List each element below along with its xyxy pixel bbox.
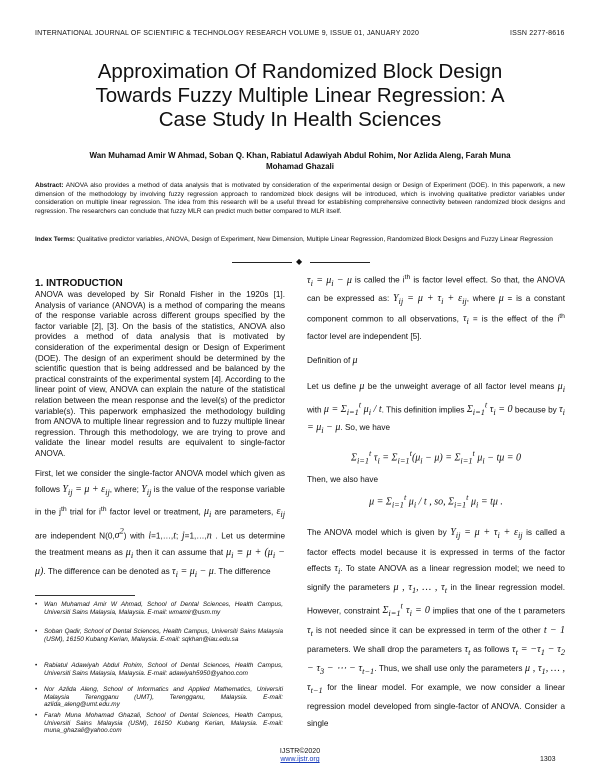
title-line-1: Approximation Of Randomized Block Design: [97, 60, 503, 83]
intro-paragraph-1: ANOVA was developed by Sir Ronald Fisher in the 1920s [1]. Analysis of variance (ANOVA) is a method of comparing the means of the response variable across different groups specified by the factor variable [2], [3]. On the basis of the statistics, ANOVA also provides a method of data analysis that is motivated by consideration of the experimental design or Design of Experiment (DOE). The design of an experiment should be determined by the scientific question that is being addressed and be balanced by the practical constraints of the experimental system [4]. According to the linear point of view, ANOVA can explain the nature of the statistical relation between the mean response and the level(s) of the predictor variable(s). This paperwork emphasized the methodology building from ANOVA to multiple linear regression and to fuzzy multiple linear regression. Through this methodology, we are trying to prove and validate the linear model results are equivalent to single-factor ANOVA.: [35, 290, 285, 458]
definition-heading: Definition of μ: [307, 355, 358, 367]
index-terms: [35, 236, 565, 245]
abstract-label: Abstract:: [35, 182, 64, 189]
equation-sum-tau: $\Sigma_{i=1}^t$ $\tau_i = \Sigma_{i=1}^t(\mu_i - \mu) = \Sigma_{i=1}^t$ $\mu_i - t\mu = 0$: [350, 448, 522, 466]
left-column: [35, 290, 285, 584]
page-number: 1303: [540, 756, 556, 763]
then-paragraph: Then, we also have: [307, 474, 379, 484]
journal-header: INTERNATIONAL JOURNAL OF SCIENTIFIC & TECHNOLOGY RESEARCH VOLUME 9, ISSUE 01, JANUARY 2020: [35, 30, 420, 37]
linear-model-paragraph: The ANOVA model which is given by $Y_{ij} = \mu + \tau_i + \varepsilon_{ij}$ is called a factor effects model because it is expressed in terms of the factor effects $\tau_i$. To state ANOVA as a linear regression model; we need to signify the parameters μ , $\tau_1$, … , $\tau_t$ in the linear regression model. However, constraint $\Sigma_{i=1}^t$ $\tau_i = 0$ implies that one of the t parameters $\tau_t$ is not needed since it can be expressed in term of the other t − 1 parameters. We shall drop the parameters $\tau_t$ as follows $\tau_t = -\tau_1 - \tau_2 - \tau_3$ − ⋯ − $\tau_{t-1}$. Thus, we shall use only the parameters μ , $\tau_1$, … , $\tau_{t-1}$ for the linear model. For example, we now consider a linear regression model developed from single-factor of ANOVA. Consider a single: [307, 527, 566, 728]
section-divider: [232, 258, 370, 266]
title-line-3: Case Study In Health Sciences: [158, 108, 442, 131]
footer-url-link[interactable]: www.ijstr.org: [280, 756, 320, 763]
page-footer: [0, 748, 600, 764]
footnote-rule: [35, 595, 135, 596]
index-terms-text: Qualitative predictor variables, ANOVA, Design of Experiment, New Dimension, Multiple Linear Regression, Randomized Block Designs and Fuzzy Linear Regression: [76, 236, 553, 243]
index-terms-label: Index Terms:: [35, 236, 75, 243]
footnote-author-2: • Soban Qadir, School of Dental Sciences, Health Campus, Universiti Sains Malaysia (USM), 16150 Kubang Kerian, Malaysia. E-mail: sqkhan@iau.edu.sa: [35, 628, 283, 643]
section-heading-introduction: 1. INTRODUCTION: [35, 278, 123, 289]
divider-line-left: [232, 262, 292, 263]
abstract-text: ANOVA also provides a method of data analysis that is motivated by consideration of the experimental design or Design of Experiment (DOE). In this paperwork, a new dimension of the methodology by involving fuzzy regression approach to randomized block designs will be introduced, which is involving qualitative predictor variables under consideration on multiple linear regression. The idea from this research will be a useful thread for establishing comprehensive connectivity between randomized block designs and regression. The researchers can conclude that fuzzy MLR can predict much better compared to MLR itself.: [35, 182, 565, 215]
author-list: [40, 150, 560, 172]
authors-line-2: Mohamad Ghazali: [265, 162, 334, 171]
footnote-author-5: • Farah Muna Mohamad Ghazali, School of Dental Sciences, Health Campus, Universiti Sains Malaysia (USM), 16150 Kubang Kerian, Malaysia. E-mail: muna_ghazali@yahoo.com: [35, 712, 283, 735]
equation-mu: $\mu = \Sigma_{i=1}^t$ $\mu_i$ / t , so, $\Sigma_{i=1}^t$ $\mu_i = t\mu$ .: [369, 493, 503, 510]
right-column: [307, 270, 565, 732]
issn: ISSN 2277-8616: [510, 30, 565, 37]
abstract: [35, 182, 565, 216]
intro-paragraph-2: First, let we consider the single-factor ANOVA model which given as follows $Y_{ij} = \mu + \varepsilon_{ij}$, where; $Y_{ij}$ is the value of the response variable in the $j^{th}$ trial for $i^{th}$ factor level or treatment, $\mu_i$ are parameters, $\varepsilon_{ij}$ are independent $N(0,\sigma^2)$ with i=1,…,t; j=1,…,n . Let us determine the treatment means as $\mu_i$ then it can assume that $\mu_i \equiv \mu + (\mu_i - \mu)$. The difference can be denoted as $\tau_i = \mu_i - \mu$. The difference: [35, 468, 286, 580]
definition-paragraph: Let us define μ be the unweight average of all factor level means $\mu_i$ with $\mu = \Sigma_{i=1}^t$ $\mu_i$ / t. This definition implies $\Sigma_{i=1}^t$ $\tau_i = 0$ because by $\tau_i = \mu_i - \mu$. So, we have: [307, 381, 566, 436]
factor-effect-paragraph: $\tau_i = \mu_i - \mu$ is called the $i^{th}$ is factor level effect. So that, the ANOVA can be expressed as: $Y_{ij} = \mu + \tau_i + \varepsilon_{ij}$, where μ = is a constant component common to all observations, $\tau_i$ = is the effect of the $i^{th}$ factor level are independent [5].: [307, 274, 565, 342]
footer-code: IJSTR©2020: [279, 748, 321, 755]
footnote-author-4: • Nor Azlida Aleng, School of Informatics and Applied Mathematics, Universiti Malaysia Terengganu (UMT), Terengganu, Malaysia. E-mail: azlida_aleng@umt.edu.my: [35, 686, 283, 709]
diamond-icon: ◆: [296, 257, 303, 266]
authors-line-1: Wan Muhamad Amir W Ahmad, Soban Q. Khan, Rabiatul Adawiyah Abdul Rohim, Nor Azlida Aleng, Farah Muna: [89, 151, 511, 160]
divider-line-right: [310, 262, 370, 263]
footnote-author-3: • Rabiatul Adawiyah Abdul Rohim, School of Dental Sciences, Health Campus, Universiti Sains Malaysia, Malaysia. E-mail: adawiyah5950@yahoo.com: [35, 662, 283, 677]
title-line-2: Towards Fuzzy Multiple Linear Regression: A: [95, 84, 505, 107]
paper-title: [40, 60, 560, 132]
footnote-author-1: • Wan Muhamad Amir W Ahmad, School of Dental Sciences, Health Campus, Universiti Sains Malaysia, Malaysia. E-mail: wmamir@usm.my: [35, 601, 283, 616]
